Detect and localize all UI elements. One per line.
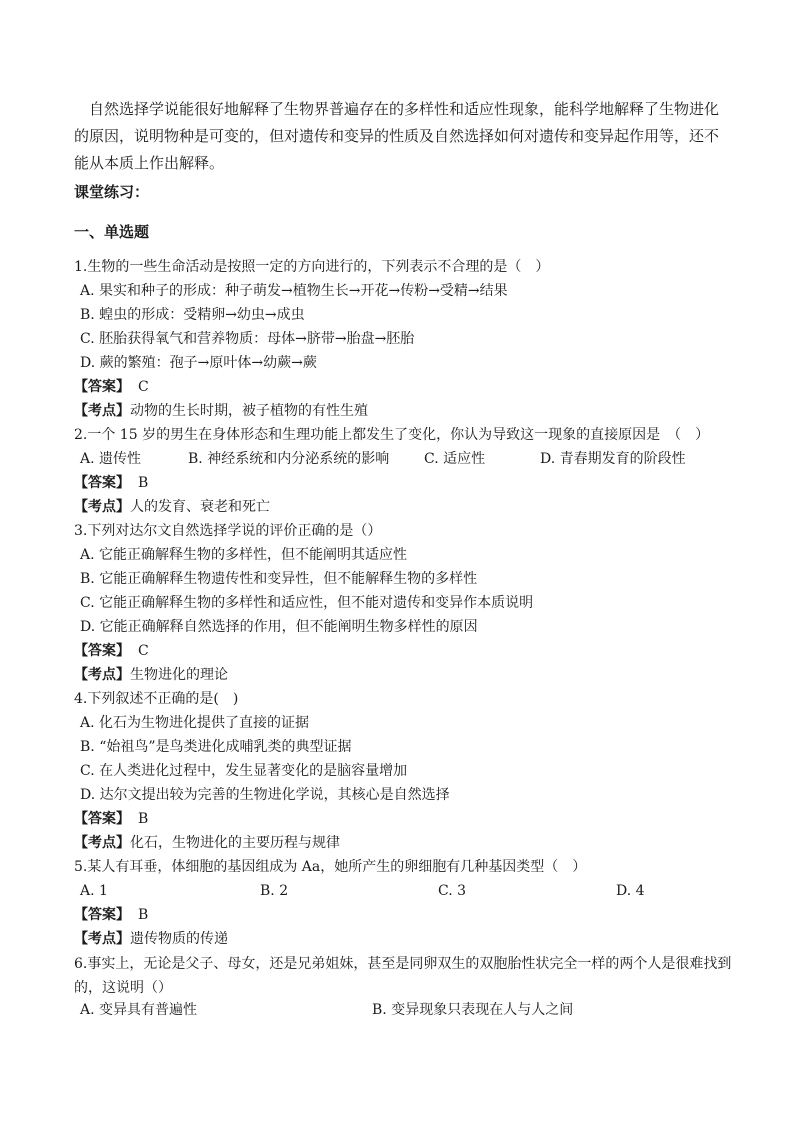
question-3-point (74, 665, 228, 685)
question-5-option-a: A. 1 (80, 883, 108, 899)
point-value: 遗传物质的传递 (130, 931, 228, 947)
point-value: 人的发育、衰老和死亡 (130, 499, 270, 515)
question-4-stem: 4.下列叙述不正确的是( ) (74, 691, 239, 707)
question-2-point (74, 497, 270, 517)
question-5-stem: 5.某人有耳垂，体细胞的基因组成为 Aa，她所产生的卵细胞有几种基因类型（ ） (74, 859, 587, 875)
question-4-option-c: C. 在人类进化过程中，发生显著变化的是脑容量增加 (80, 763, 408, 779)
question-5-option-c: C. 3 (438, 883, 467, 899)
question-2-option-c: C. 适应性 (424, 451, 486, 467)
question-4-point (74, 833, 340, 853)
point-label: 【考点】 (74, 931, 130, 947)
question-2-answer (74, 473, 148, 493)
question-2-option-a: A. 遗传性 (80, 451, 142, 467)
question-4-option-b: B. “始祖鸟”是鸟类进化成哺乳类的典型证据 (80, 739, 352, 755)
point-value: 动物的生长时期，被子植物的有性生殖 (130, 403, 368, 419)
question-3-stem: 3.下列对达尔文自然选择学说的评价正确的是（） (74, 523, 382, 539)
question-1-option-c: C. 胚胎获得氧气和营养物质：母体→脐带→胎盘→胚胎 (80, 331, 415, 347)
answer-value: B (138, 475, 149, 491)
point-label: 【考点】 (74, 499, 130, 515)
question-1-option-b: B. 蝗虫的形成：受精卵→幼虫→成虫 (80, 307, 305, 323)
question-1-answer (74, 377, 149, 397)
question-4-option-d: D. 达尔文提出较为完善的生物进化学说，其核心是自然选择 (80, 787, 450, 803)
question-1-option-a: A. 果实和种子的形成：种子萌发→植物生长→开花→传粉→受精→结果 (80, 283, 508, 299)
question-5-point (74, 929, 228, 949)
point-value: 化石，生物进化的主要历程与规律 (130, 835, 340, 851)
answer-label: 【答案】 (74, 643, 130, 659)
practice-heading: 课堂练习： (74, 183, 150, 201)
question-5-option-d: D. 4 (616, 883, 645, 899)
question-5-answer (74, 905, 148, 925)
answer-value: C (138, 379, 149, 395)
question-1-stem: 1.生物的一些生命活动是按照一定的方向进行的，下列表示不合理的是（ ） (74, 259, 550, 275)
question-5-option-b: B. 2 (260, 883, 289, 899)
section-heading: 一、单选题 (74, 223, 150, 241)
question-4-answer (74, 809, 148, 829)
question-6-option-b: B. 变异现象只表现在人与人之间 (372, 1002, 574, 1018)
question-6-option-a: A. 变异具有普遍性 (80, 1002, 198, 1018)
question-3-option-d: D. 它能正确解释自然选择的作用，但不能阐明生物多样性的原因 (80, 619, 478, 635)
answer-value: B (138, 907, 149, 923)
question-3-option-c: C. 它能正确解释生物的多样性和适应性，但不能对遗传和变异作本质说明 (80, 595, 534, 611)
point-label: 【考点】 (74, 403, 130, 419)
answer-value: B (138, 811, 149, 827)
answer-value: C (138, 643, 149, 659)
question-2-stem: 2.一个 15 岁的男生在身体形态和生理功能上都发生了变化，你认为导致这一现象的直接原因是 （ ） (74, 427, 710, 443)
answer-label: 【答案】 (74, 811, 130, 827)
question-3-answer (74, 641, 149, 661)
point-label: 【考点】 (74, 835, 130, 851)
question-2-option-d: D. 青春期发育的阶段性 (540, 451, 686, 467)
point-label: 【考点】 (74, 667, 130, 683)
question-2-option-b: B. 神经系统和内分泌系统的影响 (188, 451, 390, 467)
answer-label: 【答案】 (74, 907, 130, 923)
answer-label: 【答案】 (74, 379, 130, 395)
question-1-option-d: D. 蕨的繁殖：孢子→原叶体→幼蕨→蕨 (80, 355, 317, 371)
answer-label: 【答案】 (74, 475, 130, 491)
question-1-point (74, 401, 368, 421)
question-4-option-a: A. 化石为生物进化提供了直接的证据 (80, 715, 310, 731)
point-value: 生物进化的理论 (130, 667, 228, 683)
question-3-option-a: A. 它能正确解释生物的多样性，但不能阐明其适应性 (80, 547, 408, 563)
intro-paragraph: 自然选择学说能很好地解释了生物界普遍存在的多样性和适应性现象，能科学地解释了生物进化的原因，说明物种是可变的，但对遗传和变异的性质及自然选择如何对遗传和变异起作用等，还不能从本质上作出解释。 (74, 100, 720, 172)
question-3-option-b: B. 它能正确解释生物遗传性和变异性，但不能解释生物的多样性 (80, 571, 478, 587)
question-6-stem: 6.事实上，无论是父子、母女，还是兄弟姐妹，甚至是同卵双生的双胞胎性状完全一样的两个人是很难找到的，这说明（） (74, 956, 732, 996)
